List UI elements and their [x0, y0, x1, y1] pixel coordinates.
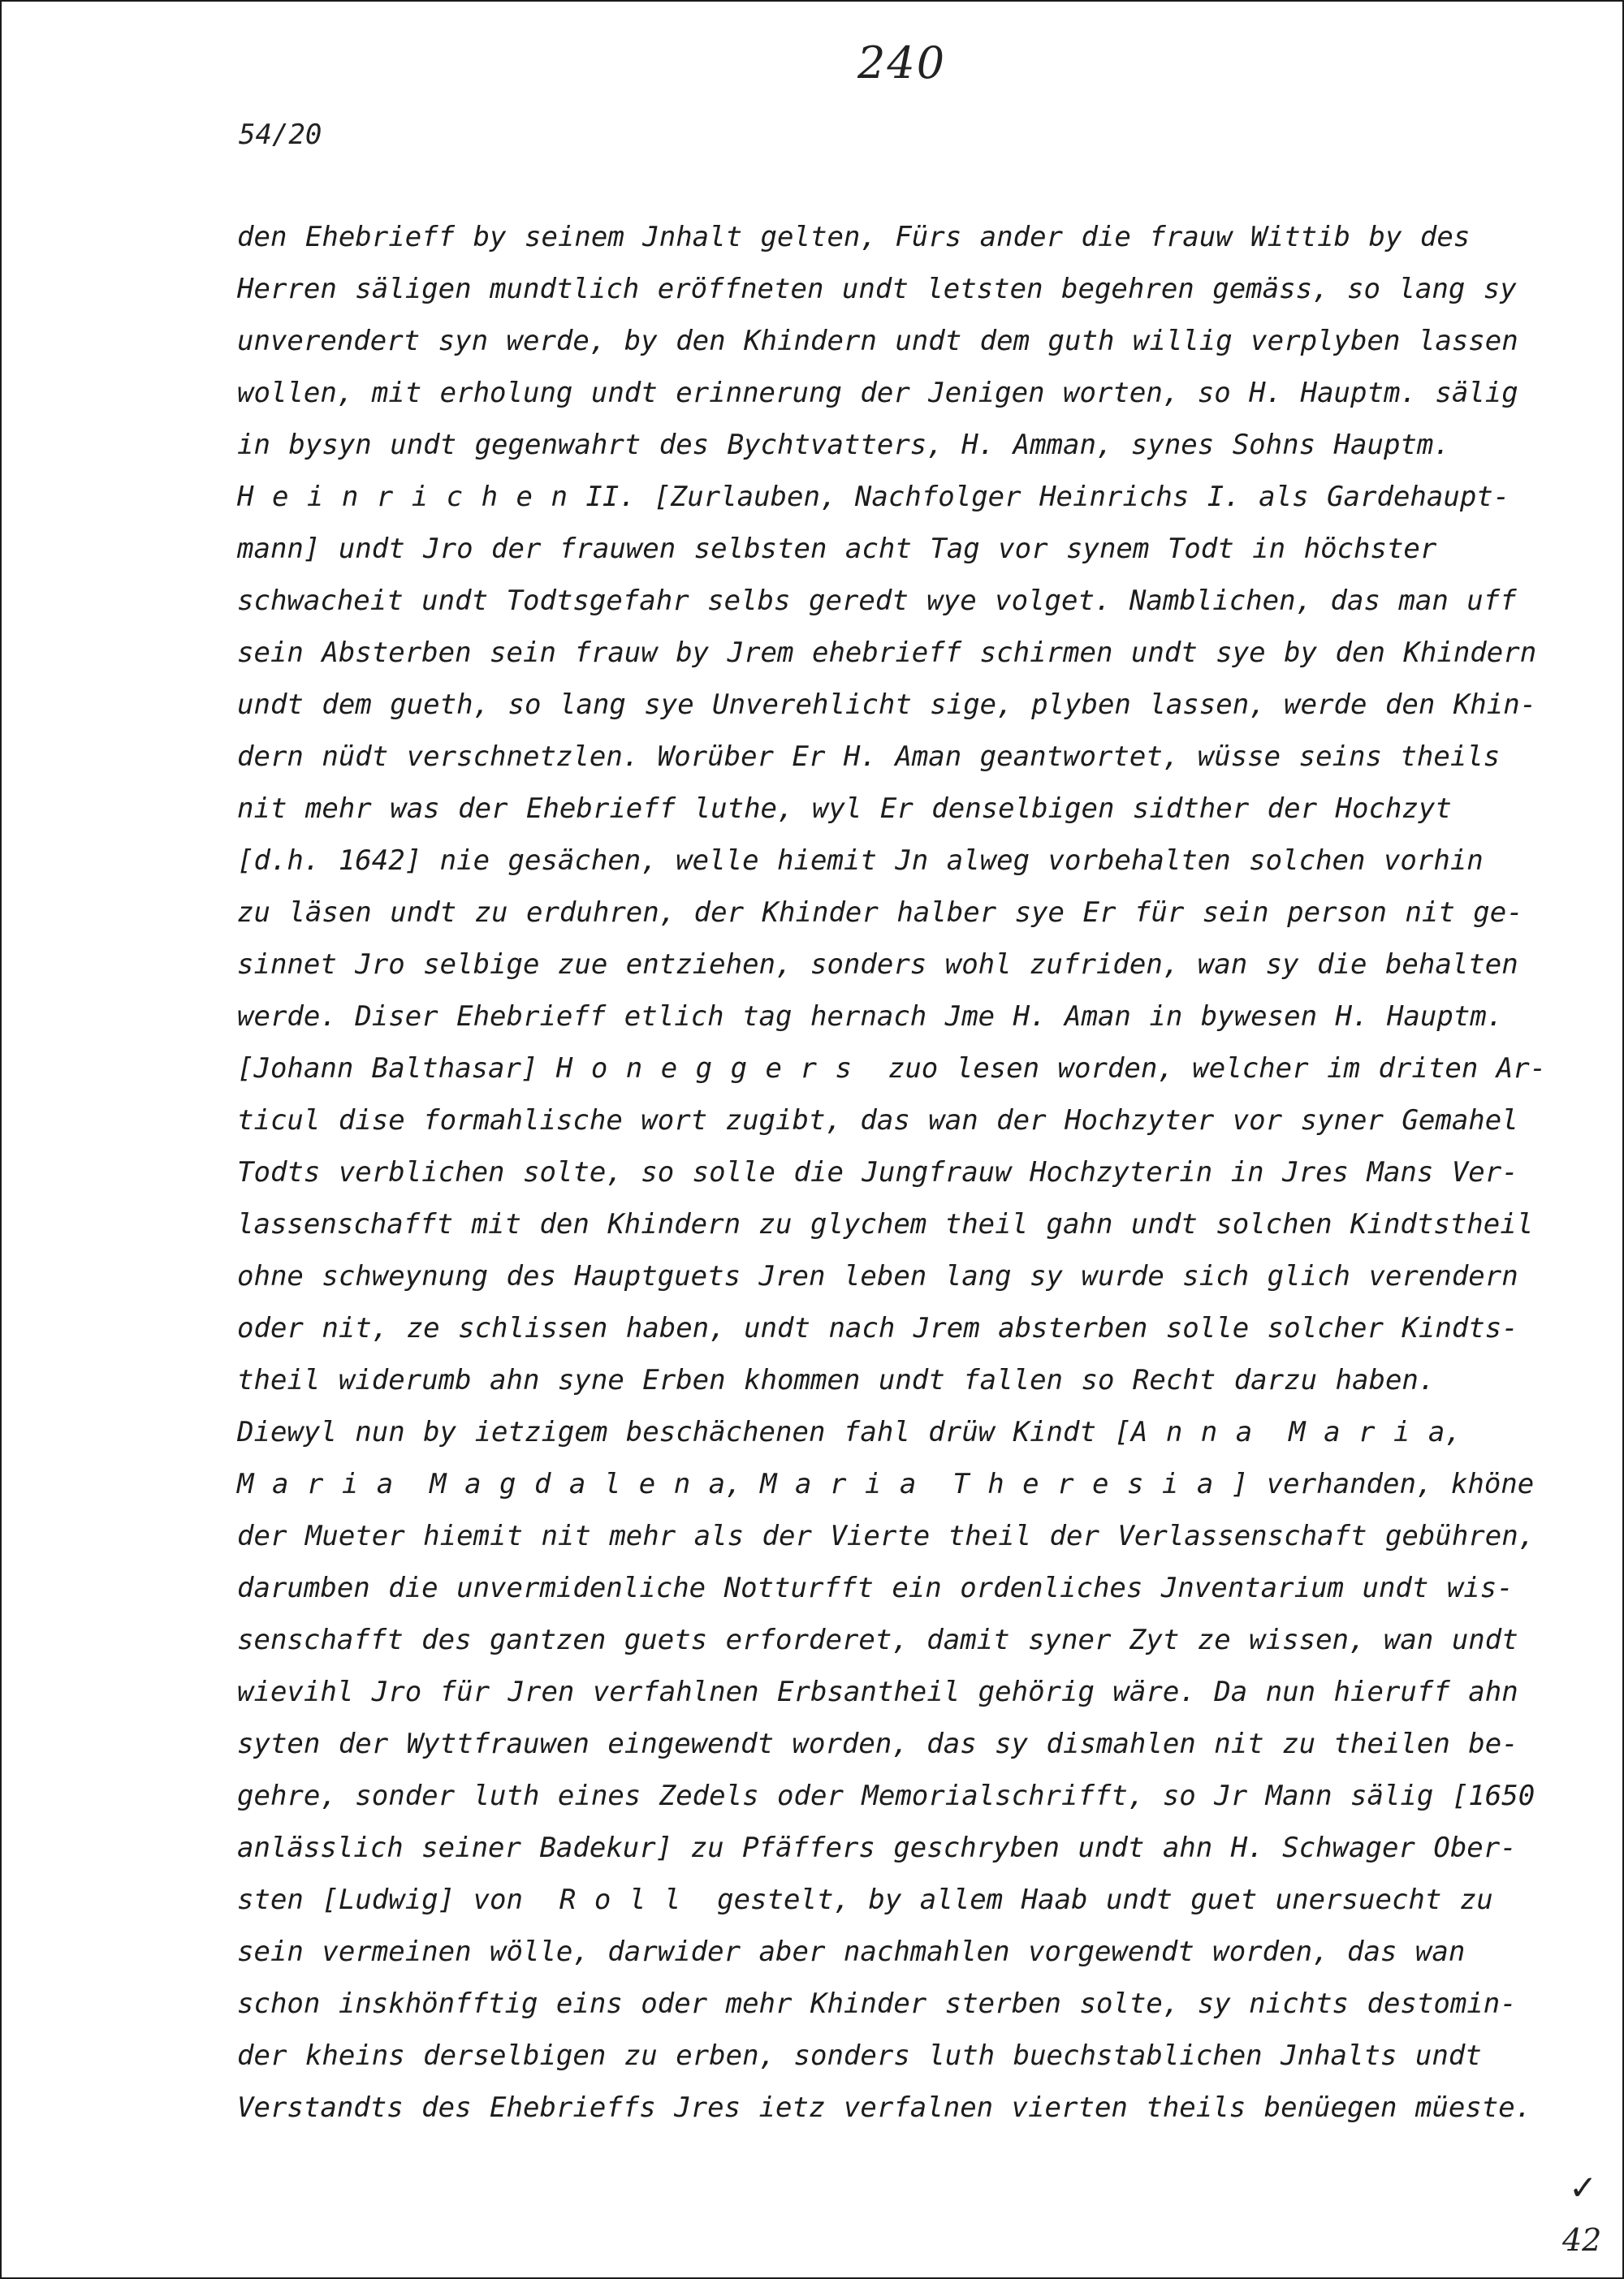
margin-note: 42 — [1562, 2222, 1602, 2258]
text-line: H e i n r i c h e n II. [Zurlauben, Nachfolger Heinrichs I. als Gardehaupt- — [237, 481, 1510, 513]
text-line: wollen, mit erholung undt erinnerung der Jenigen worten, so H. Hauptm. sälig — [237, 377, 1518, 409]
text-line: in bysyn undt gegenwahrt des Bychtvatters, H. Amman, synes Sohns Hauptm. — [237, 429, 1450, 461]
text-line: nit mehr was der Ehebrieff luthe, wyl Er denselbigen sidther der Hochzyt — [237, 792, 1452, 825]
text-line: lassenschafft mit den Khindern zu glychem theil gahn undt solchen Kindtstheil — [237, 1208, 1534, 1241]
reference-number: 54/20 — [239, 119, 322, 151]
text-line: schwacheit undt Todtsgefahr selbs geredt wye volget. Namblichen, das man uff — [237, 585, 1517, 617]
text-line: ticul dise formahlische wort zugibt, das wan der Hochzyter vor syner Gemahel — [237, 1104, 1518, 1137]
body-text — [237, 211, 1601, 2134]
text-line: Diewyl nun by ietzigem beschächenen fahl drüw Kindt [A n n a M a r i a, — [237, 1416, 1462, 1448]
text-line: Verstandts des Ehebrieffs Jres ietz verfalnen vierten theils benüegen müeste. — [237, 2091, 1532, 2124]
text-line: syten der Wyttfrauwen eingewendt worden, das sy dismahlen nit zu theilen be- — [237, 1728, 1518, 1760]
text-line: senschafft des gantzen guets erforderet, damit syner Zyt ze wissen, wan undt — [237, 1624, 1518, 1656]
text-line: gehre, sonder luth eines Zedels oder Memorialschrifft, so Jr Mann sälig [1650 — [237, 1780, 1535, 1812]
text-line: sein vermeinen wölle, darwider aber nachmahlen vorgewendt worden, das wan — [237, 1936, 1466, 1968]
text-line: zu läsen undt zu erduhren, der Khinder halber sye Er für sein person nit ge- — [237, 896, 1523, 929]
text-line: anlässlich seiner Badekur] zu Pfäffers geschryben undt ahn H. Schwager Ober- — [237, 1832, 1517, 1864]
text-line: mann] undt Jro der frauwen selbsten acht Tag vor synem Todt in höchster — [237, 533, 1437, 565]
text-line: schon inskhönfftig eins oder mehr Khinder sterben solte, sy nichts destomin- — [237, 1988, 1517, 2020]
text-line: M a r i a M a g d a l e n a, M a r i a T h e r e s i a ] verhanden, khöne — [237, 1468, 1535, 1500]
checkmark-icon: ✓ — [1569, 2168, 1598, 2208]
text-line: den Ehebrieff by seinem Jnhalt gelten, Fürs ander die frauw Wittib by des — [237, 221, 1471, 253]
text-line: werde. Diser Ehebrieff etlich tag hernach Jme H. Aman in bywesen H. Hauptm. — [237, 1000, 1504, 1033]
text-line: darumben die unvermidenliche Notturfft ein ordenliches Jnventarium undt wis- — [237, 1572, 1514, 1604]
text-line: der Mueter hiemit nit mehr als der Vierte theil der Verlassenschaft gebühren, — [237, 1520, 1535, 1552]
text-line: undt dem gueth, so lang sye Unverehlicht sige, plyben lassen, werde den Khin- — [237, 688, 1537, 721]
text-line: dern nüdt verschnetzlen. Worüber Er H. Aman geantwortet, wüsse seins theils — [237, 740, 1501, 773]
text-line: theil widerumb ahn syne Erben khommen undt fallen so Recht darzu haben. — [237, 1364, 1436, 1396]
text-line: ohne schweynung des Hauptguets Jren leben lang sy wurde sich glich verendern — [237, 1260, 1518, 1293]
text-line: der kheins derselbigen zu erben, sonders luth buechstablichen Jnhalts undt — [237, 2039, 1482, 2072]
text-line: wievihl Jro für Jren verfahlnen Erbsantheil gehörig wäre. Da nun hieruff ahn — [237, 1676, 1518, 1708]
text-line: [d.h. 1642] nie gesächen, welle hiemit Jn alweg vorbehalten solchen vorhin — [237, 844, 1484, 877]
text-line: sinnet Jro selbige zue entziehen, sonders wohl zufriden, wan sy die behalten — [237, 948, 1518, 981]
text-line: Todts verblichen solte, so solle die Jungfrauw Hochzyterin in Jres Mans Ver- — [237, 1156, 1518, 1189]
text-line: sein Absterben sein frauw by Jrem ehebrieff schirmen undt sye by den Khindern — [237, 637, 1537, 669]
text-line: unverendert syn werde, by den Khindern undt dem guth willig verplyben lassen — [237, 325, 1518, 357]
text-line: oder nit, ze schlissen haben, undt nach Jrem absterben solle solcher Kindts- — [237, 1312, 1518, 1345]
text-line: sten [Ludwig] von R o l l gestelt, by allem Haab undt guet unersuecht zu — [237, 1884, 1493, 1916]
text-line: Herren säligen mundtlich eröffneten undt letsten begehren gemäss, so lang sy — [237, 273, 1517, 305]
text-line: [Johann Balthasar] H o n e g g e r s zuo lesen worden, welcher im driten Ar- — [237, 1052, 1547, 1085]
folio-number: 240 — [857, 37, 947, 88]
